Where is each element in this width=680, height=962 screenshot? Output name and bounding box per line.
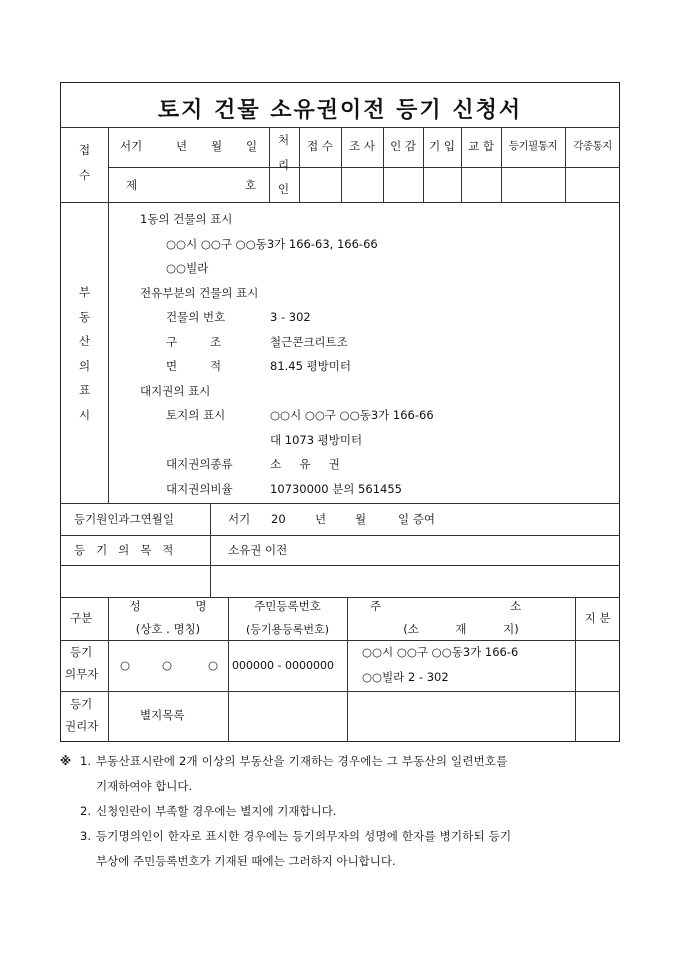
rule bbox=[108, 202, 109, 503]
rule bbox=[347, 597, 348, 742]
date-month: 월 bbox=[211, 139, 223, 153]
cause-label: 등기원인과그연월일 bbox=[74, 512, 174, 526]
id-header-top: 주민등록번호 bbox=[254, 599, 321, 613]
cause-year: 년 bbox=[315, 512, 327, 526]
unit-area-label: 면 적 bbox=[166, 359, 222, 373]
no-prefix: 제 bbox=[126, 178, 138, 192]
rule bbox=[60, 691, 620, 692]
rule bbox=[60, 202, 620, 203]
rule bbox=[60, 565, 620, 566]
obligee-kind-2: 권리자 bbox=[65, 719, 99, 733]
rule bbox=[60, 535, 620, 536]
land-right-ratio-label: 대지권의비율 bbox=[166, 482, 233, 496]
land-right-type-value: 소 유 권 bbox=[270, 457, 340, 471]
property-label-4: 의 bbox=[79, 359, 91, 373]
unit-area-value: 81.45 평방미터 bbox=[270, 359, 352, 373]
rule bbox=[341, 127, 342, 202]
reception-label-bottom: 수 bbox=[79, 168, 91, 182]
note-1-line-1: 부동산표시란에 2개 이상의 부동산을 기재하는 경우에는 그 부동산의 일련번호를 bbox=[96, 754, 508, 768]
date-day: 일 bbox=[246, 139, 258, 153]
rule bbox=[423, 127, 424, 202]
land-value: ○○시 ○○구 ○○동3가 166-66 bbox=[270, 408, 434, 422]
rule bbox=[60, 597, 620, 598]
unit-number-label: 건물의 번호 bbox=[166, 310, 226, 324]
land-label: 토지의 표시 bbox=[166, 408, 226, 422]
processor-2: 리 bbox=[278, 158, 290, 172]
processor-1: 처 bbox=[278, 133, 290, 147]
note-mark: ※ bbox=[60, 754, 72, 768]
obligor-kind-2: 의무자 bbox=[65, 667, 99, 681]
unit-number-value: 3 - 302 bbox=[270, 310, 311, 324]
obligee-name: 별지목록 bbox=[140, 708, 185, 722]
rule bbox=[60, 503, 620, 504]
addr-header-top-2: 소 bbox=[510, 599, 522, 613]
obligor-kind-1: 등기 bbox=[70, 645, 93, 659]
rule bbox=[108, 167, 620, 168]
rule bbox=[108, 127, 109, 202]
note-1-num: 1. bbox=[80, 754, 91, 768]
col-entry: 기 입 bbox=[429, 139, 455, 153]
unit-structure-value: 철근콘크리트조 bbox=[270, 335, 348, 349]
share-header: 지 분 bbox=[584, 611, 611, 625]
rule bbox=[383, 127, 384, 202]
purpose-label: 등 기 의 목 적 bbox=[74, 543, 174, 557]
rule bbox=[108, 597, 109, 742]
note-3-line-1: 등기명의인이 한자로 표시한 경우에는 등기의무자의 성명에 한자를 병기하되 등기 bbox=[96, 829, 512, 843]
id-header-bottom: (등기용등록번호) bbox=[246, 623, 329, 636]
col-various-notice: 각종통지 bbox=[573, 140, 612, 152]
obligor-id: 000000 - 0000000 bbox=[232, 659, 334, 672]
property-label-1: 부 bbox=[79, 285, 91, 299]
form-title: 토지 건물 소유권이전 등기 신청서 bbox=[157, 97, 523, 123]
name-header-bottom: (상호 . 명칭) bbox=[135, 622, 201, 636]
rule bbox=[565, 127, 566, 202]
building-address: ○○시 ○○구 ○○동3가 166-63, 166-66 bbox=[166, 237, 378, 251]
note-1-line-2: 기재하여야 합니다. bbox=[96, 779, 193, 793]
land-area-value: 대 1073 평방미터 bbox=[270, 433, 363, 447]
rule bbox=[269, 127, 270, 202]
obligor-name-3: ○ bbox=[208, 658, 219, 672]
note-2-num: 2. bbox=[80, 804, 91, 818]
cause-month: 월 bbox=[355, 512, 367, 526]
obligor-address-2: ○○빌라 2 - 302 bbox=[362, 670, 449, 684]
addr-header-top-1: 주 bbox=[370, 599, 382, 613]
cause-era: 서기 bbox=[228, 512, 251, 526]
col-seal: 인 감 bbox=[390, 139, 416, 153]
rule bbox=[60, 640, 620, 641]
property-label-5: 표 bbox=[79, 383, 91, 397]
land-right-ratio-value: 10730000 분의 561455 bbox=[270, 482, 402, 496]
building-name: ○○빌라 bbox=[166, 261, 209, 275]
unit-structure-label: 구 조 bbox=[166, 335, 222, 349]
col-check: 교 합 bbox=[468, 139, 494, 153]
reception-label-top: 접 bbox=[79, 143, 91, 157]
name-header-top: 성 명 bbox=[129, 599, 207, 613]
land-heading: 대지권의 표시 bbox=[140, 384, 211, 398]
note-3-line-2: 부상에 주민등록번호가 기재된 때에는 그러하지 아니합니다. bbox=[96, 854, 396, 868]
date-year: 년 bbox=[176, 139, 188, 153]
property-label-2: 동 bbox=[79, 310, 91, 324]
obligor-name-1: ○ bbox=[120, 658, 131, 672]
obligor-name-2: ○ bbox=[162, 658, 173, 672]
col-review: 조 사 bbox=[349, 139, 375, 153]
processor-3: 인 bbox=[278, 182, 290, 196]
addr-header-bottom: (소 재 지) bbox=[403, 622, 519, 636]
land-right-type-label: 대지권의종류 bbox=[166, 457, 233, 471]
obligor-address-1: ○○시 ○○구 ○○동3가 166-6 bbox=[362, 645, 519, 659]
note-2-line-1: 신청인란이 부족할 경우에는 별지에 기재합니다. bbox=[96, 804, 337, 818]
rule bbox=[461, 127, 462, 202]
rule bbox=[299, 127, 300, 202]
unit-heading: 전유부분의 건물의 표시 bbox=[140, 286, 259, 300]
building-heading: 1동의 건물의 표시 bbox=[140, 212, 233, 226]
property-label-6: 시 bbox=[79, 408, 91, 422]
rule bbox=[60, 127, 620, 128]
no-suffix: 호 bbox=[245, 178, 257, 192]
rule bbox=[210, 503, 211, 597]
cause-day: 일 증여 bbox=[398, 512, 435, 526]
note-3-num: 3. bbox=[80, 829, 91, 843]
obligee-kind-1: 등기 bbox=[70, 697, 93, 711]
property-label-3: 산 bbox=[79, 334, 91, 348]
rule bbox=[228, 597, 229, 742]
col-completion-notice: 등기필통지 bbox=[508, 140, 558, 152]
col-receipt: 접 수 bbox=[307, 139, 333, 153]
purpose-value: 소유권 이전 bbox=[228, 543, 288, 557]
parties-kind-header: 구분 bbox=[70, 611, 93, 625]
rule bbox=[501, 127, 502, 202]
cause-year-prefix: 20 bbox=[271, 512, 286, 526]
date-era: 서기 bbox=[120, 139, 143, 153]
